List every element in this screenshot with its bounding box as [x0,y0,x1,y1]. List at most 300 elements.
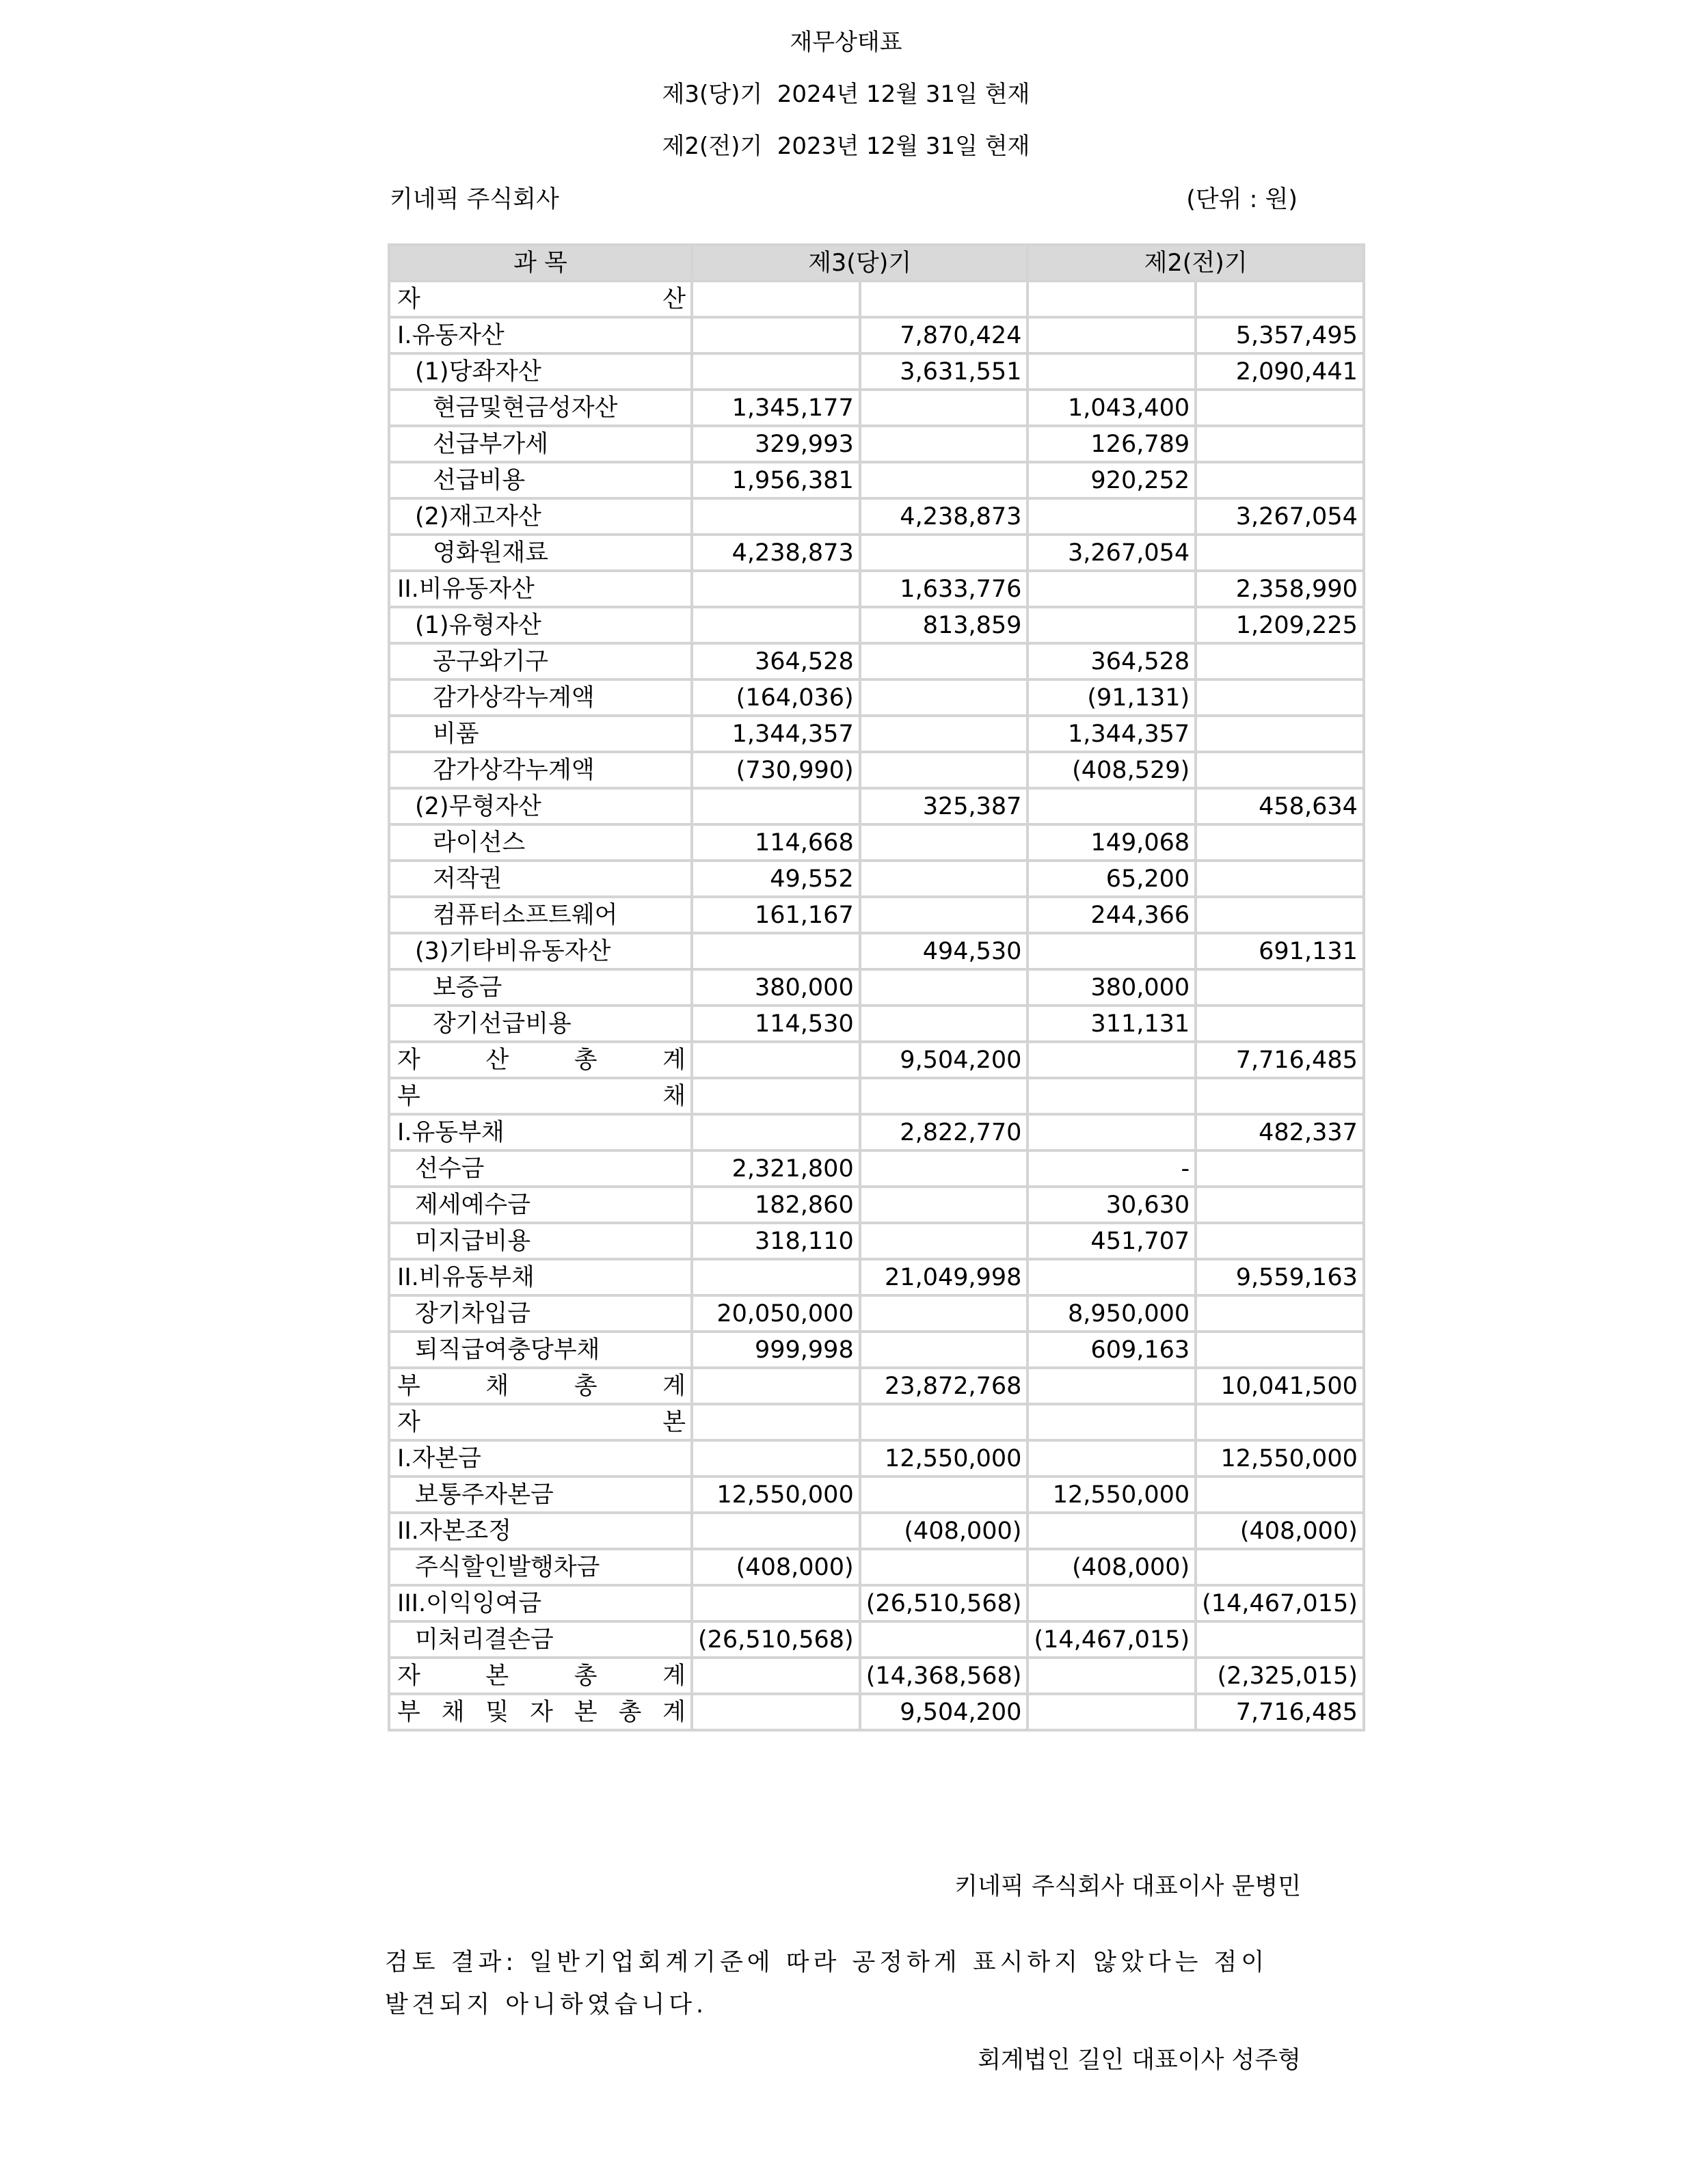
account-label-cell [389,1585,692,1621]
account-label-cell [389,1368,692,1404]
account-label-cell [389,1078,692,1114]
account-label-cell [389,1295,692,1332]
prior-subtotal-cell [1196,1404,1364,1440]
prior-subtotal-cell: (408,000) [1196,1513,1364,1549]
account-label-char: 계 [662,1046,686,1074]
prior-detail-cell: (91,131) [1028,679,1196,716]
current-detail-cell [692,571,860,607]
prior-subtotal-cell: 5,357,495 [1196,317,1364,353]
table-row [389,1368,1364,1404]
prior-subtotal-cell [1196,1223,1364,1259]
account-label-char: 계 [662,1698,686,1726]
prior-detail-cell: 380,000 [1028,969,1196,1006]
prior-subtotal-cell: 2,358,990 [1196,571,1364,607]
account-label: 현금및현금성자산 [433,394,618,422]
prior-detail-cell [1028,1513,1196,1549]
review-line-2: 발견되지 아니하였습니다. [385,1991,708,2019]
table-row [389,1440,1364,1477]
table-row [389,1006,1364,1042]
account-label-cell [389,1187,692,1223]
table-row [389,390,1364,426]
account-label-cell [389,643,692,679]
prior-detail-cell: 30,630 [1028,1187,1196,1223]
prior-detail-cell [1028,1368,1196,1404]
current-detail-cell: 318,110 [692,1223,860,1259]
current-subtotal-cell [860,969,1028,1006]
account-label-char: 채 [485,1372,509,1400]
account-label-cell [389,933,692,969]
prior-subtotal-cell [1196,1621,1364,1658]
prior-subtotal-cell: 458,634 [1196,788,1364,824]
prior-detail-cell: 244,366 [1028,897,1196,933]
account-label-char: 자 [397,285,420,313]
current-subtotal-cell: 494,530 [860,933,1028,969]
current-subtotal-cell [860,1332,1028,1368]
current-detail-cell: 20,050,000 [692,1295,860,1332]
table-row [389,281,1364,317]
prior-subtotal-cell [1196,969,1364,1006]
account-label-char: 산 [662,285,686,313]
account-label-cell [389,1006,692,1042]
account-label-spread [397,283,686,316]
account-label-char: 총 [574,1662,597,1690]
account-label-cell [389,861,692,897]
table-row [389,607,1364,643]
current-detail-cell [692,1368,860,1404]
current-detail-cell [692,788,860,824]
current-detail-cell: (164,036) [692,679,860,716]
table-row [389,897,1364,933]
table-row [389,426,1364,462]
account-label-cell [389,607,692,643]
current-subtotal-cell: 7,870,424 [860,317,1028,353]
current-subtotal-cell: 9,504,200 [860,1042,1028,1078]
prior-detail-cell: 12,550,000 [1028,1477,1196,1513]
current-subtotal-cell [860,1150,1028,1187]
account-label: (2)재고자산 [415,502,541,530]
prior-subtotal-cell [1196,1078,1364,1114]
prior-subtotal-cell [1196,281,1364,317]
current-detail-cell: (408,000) [692,1549,860,1585]
account-label: (3)기타비유동자산 [415,937,611,965]
table-row [389,788,1364,824]
prior-subtotal-cell [1196,716,1364,752]
current-subtotal-cell: 3,631,551 [860,353,1028,390]
account-label-char: 계 [662,1372,686,1400]
account-label: I.유동부채 [397,1118,505,1146]
prior-subtotal-cell: (2,325,015) [1196,1658,1364,1694]
current-detail-cell: 999,998 [692,1332,860,1368]
account-label-char: 부 [397,1698,420,1726]
prior-detail-cell [1028,1440,1196,1477]
account-label-cell [389,390,692,426]
current-subtotal-cell [860,824,1028,861]
table-row [389,1332,1364,1368]
table-row [389,1585,1364,1621]
current-detail-cell [692,353,860,390]
current-subtotal-cell: 21,049,998 [860,1259,1028,1295]
prior-subtotal-cell: 2,090,441 [1196,353,1364,390]
account-label: III.이익잉여금 [397,1589,542,1617]
period-current: 제3(당)기 2024년 12월 31일 현재 [662,81,1030,108]
current-detail-cell [692,317,860,353]
prior-subtotal-cell: 10,041,500 [1196,1368,1364,1404]
table-row [389,1658,1364,1694]
account-label-cell [389,1658,692,1694]
account-label: 공구와기구 [433,647,549,675]
table-row [389,1042,1364,1078]
current-detail-cell: 380,000 [692,969,860,1006]
table-row [389,752,1364,788]
current-detail-cell [692,1513,860,1549]
prior-detail-cell: 65,200 [1028,861,1196,897]
current-detail-cell: 4,238,873 [692,535,860,571]
prior-subtotal-cell: 12,550,000 [1196,1440,1364,1477]
current-detail-cell: 1,956,381 [692,462,860,498]
prior-detail-cell [1028,353,1196,390]
table-row [389,462,1364,498]
account-label: 라이선스 [433,828,526,857]
account-label: II.자본조정 [397,1517,512,1545]
current-subtotal-cell [860,390,1028,426]
prior-detail-cell [1028,1259,1196,1295]
current-subtotal-cell: 12,550,000 [860,1440,1028,1477]
current-detail-cell: 2,321,800 [692,1150,860,1187]
account-label-cell [389,716,692,752]
account-label-char: 자 [397,1408,420,1436]
prior-subtotal-cell [1196,426,1364,462]
prior-detail-cell [1028,498,1196,535]
prior-detail-cell [1028,1042,1196,1078]
current-detail-cell [692,1694,860,1730]
account-label-cell [389,1404,692,1440]
current-detail-cell [692,281,860,317]
prior-subtotal-cell: 7,716,485 [1196,1694,1364,1730]
account-label: 감가상각누계액 [433,756,595,784]
account-label-char: 부 [397,1372,420,1400]
prior-detail-cell [1028,1404,1196,1440]
account-label-cell [389,462,692,498]
prior-detail-cell: 920,252 [1028,462,1196,498]
table-row [389,1477,1364,1513]
account-label: 장기차입금 [415,1299,531,1327]
current-subtotal-cell [860,535,1028,571]
account-label-cell [389,426,692,462]
table-row [389,1259,1364,1295]
document-title: 재무상태표 [790,29,902,56]
account-label: 비품 [433,720,479,748]
table-row [389,1694,1364,1730]
account-label-cell [389,1621,692,1658]
current-detail-cell [692,1404,860,1440]
current-subtotal-cell [860,426,1028,462]
current-subtotal-cell [860,1223,1028,1259]
current-detail-cell [692,1042,860,1078]
prior-subtotal-cell [1196,1187,1364,1223]
account-label-char: 본 [662,1408,686,1436]
balance-sheet-table [388,243,1365,1731]
table-header-row [389,245,1364,281]
account-label-cell [389,281,692,317]
prior-detail-cell [1028,317,1196,353]
current-detail-cell [692,1440,860,1477]
prior-subtotal-cell [1196,861,1364,897]
prior-detail-cell [1028,1114,1196,1150]
table-row [389,1114,1364,1150]
account-label: 장기선급비용 [433,1010,572,1038]
table-row [389,679,1364,716]
current-detail-cell [692,933,860,969]
prior-subtotal-cell: 9,559,163 [1196,1259,1364,1295]
account-label-cell [389,1259,692,1295]
account-label-cell [389,824,692,861]
table-row [389,861,1364,897]
prior-detail-cell [1028,788,1196,824]
prior-detail-cell: 364,528 [1028,643,1196,679]
account-label-char: 본 [485,1662,509,1690]
account-label-cell [389,1223,692,1259]
prior-detail-cell: - [1028,1150,1196,1187]
table-row [389,1078,1364,1114]
account-label: 보증금 [433,973,502,1001]
prior-subtotal-cell: 482,337 [1196,1114,1364,1150]
account-label-cell [389,752,692,788]
account-label: 선수금 [415,1155,485,1183]
table-row [389,1223,1364,1259]
review-line-1: 검토 결과: 일반기업회계기준에 따라 공정하게 표시하지 않았다는 점이 [385,1949,1269,1976]
current-detail-cell: (730,990) [692,752,860,788]
account-label-cell [389,317,692,353]
prior-subtotal-cell [1196,897,1364,933]
table-row [389,353,1364,390]
prior-subtotal-cell [1196,1006,1364,1042]
account-label: I.유동자산 [397,321,505,349]
account-label-spread [397,1660,686,1693]
prior-detail-cell [1028,933,1196,969]
current-detail-cell: 114,530 [692,1006,860,1042]
table-row [389,969,1364,1006]
current-subtotal-cell [860,462,1028,498]
table-row [389,716,1364,752]
table-row [389,317,1364,353]
current-subtotal-cell: 325,387 [860,788,1028,824]
current-subtotal-cell: (408,000) [860,1513,1028,1549]
table-row [389,1150,1364,1187]
prior-subtotal-cell [1196,1150,1364,1187]
prior-subtotal-cell [1196,752,1364,788]
account-label-spread [397,1370,686,1403]
account-label-cell [389,1694,692,1730]
prior-detail-cell [1028,1585,1196,1621]
current-subtotal-cell [860,1621,1028,1658]
current-subtotal-cell: 1,633,776 [860,571,1028,607]
account-label: 선급부가세 [433,430,549,458]
current-detail-cell [692,1658,860,1694]
current-subtotal-cell: (14,368,568) [860,1658,1028,1694]
prior-subtotal-cell [1196,1332,1364,1368]
prior-detail-cell: 3,267,054 [1028,535,1196,571]
prior-subtotal-cell [1196,824,1364,861]
account-label: 영화원재료 [433,539,549,567]
account-label: 컴퓨터소프트웨어 [433,901,618,929]
current-detail-cell: 1,345,177 [692,390,860,426]
account-label-cell [389,1513,692,1549]
period-prior: 제2(전)기 2023년 12월 31일 현재 [662,133,1030,160]
prior-detail-cell [1028,1658,1196,1694]
account-label-char: 총 [618,1698,642,1726]
account-label-cell [389,353,692,390]
column-header-current: 제3(당)기 [692,245,1028,281]
account-label-cell [389,498,692,535]
account-label-char: 총 [574,1372,597,1400]
current-subtotal-cell: 9,504,200 [860,1694,1028,1730]
current-detail-cell [692,1078,860,1114]
prior-subtotal-cell: 691,131 [1196,933,1364,969]
current-subtotal-cell [860,897,1028,933]
table-row [389,498,1364,535]
current-subtotal-cell: 2,822,770 [860,1114,1028,1150]
prior-detail-cell [1028,571,1196,607]
current-subtotal-cell [860,1549,1028,1585]
current-detail-cell: 329,993 [692,426,860,462]
prior-detail-cell: (14,467,015) [1028,1621,1196,1658]
account-label-cell [389,1477,692,1513]
account-label: 보통주자본금 [415,1481,554,1509]
account-label-spread [397,1080,686,1113]
company-name: 키네픽 주식회사 [390,186,559,213]
current-detail-cell: 161,167 [692,897,860,933]
account-label-spread [397,1044,686,1077]
prior-subtotal-cell [1196,1295,1364,1332]
current-detail-cell: 1,344,357 [692,716,860,752]
current-subtotal-cell [860,1404,1028,1440]
prior-detail-cell [1028,1694,1196,1730]
prior-subtotal-cell [1196,390,1364,426]
account-label: (2)무형자산 [415,792,541,820]
account-label-cell [389,1150,692,1187]
current-subtotal-cell: 4,238,873 [860,498,1028,535]
table-row [389,535,1364,571]
current-subtotal-cell [860,1006,1028,1042]
table-row [389,1187,1364,1223]
account-label-spread [397,1406,686,1439]
prior-detail-cell: 311,131 [1028,1006,1196,1042]
account-label-spread [397,1696,686,1729]
current-detail-cell: 12,550,000 [692,1477,860,1513]
prior-subtotal-cell: 1,209,225 [1196,607,1364,643]
prior-subtotal-cell: 3,267,054 [1196,498,1364,535]
account-label: II.비유동부채 [397,1263,535,1291]
account-label: (1)유형자산 [415,611,541,639]
account-label: II.비유동자산 [397,575,535,603]
table-row [389,933,1364,969]
account-label: 선급비용 [433,466,526,494]
account-label: 퇴직급여충당부채 [415,1336,600,1364]
account-label-char: 자 [397,1046,420,1074]
account-label: (1)당좌자산 [415,358,541,386]
account-label-cell [389,969,692,1006]
account-label-cell [389,571,692,607]
current-subtotal-cell [860,1187,1028,1223]
table-body [389,281,1364,1730]
prior-subtotal-cell [1196,679,1364,716]
table-row [389,1513,1364,1549]
account-label-cell [389,788,692,824]
prior-subtotal-cell [1196,643,1364,679]
account-label: 미처리결손금 [415,1626,554,1654]
current-subtotal-cell [860,1078,1028,1114]
account-label-char: 및 [485,1698,509,1726]
prior-subtotal-cell: (14,467,015) [1196,1585,1364,1621]
account-label: I.자본금 [397,1444,481,1472]
account-label-char: 채 [662,1082,686,1110]
current-detail-cell: 364,528 [692,643,860,679]
table-row [389,643,1364,679]
account-label-char: 총 [574,1046,597,1074]
current-subtotal-cell: 813,859 [860,607,1028,643]
account-label: 감가상각누계액 [433,684,595,712]
table-row [389,1295,1364,1332]
current-subtotal-cell: 23,872,768 [860,1368,1028,1404]
account-label-char: 부 [397,1082,420,1110]
prior-detail-cell: (408,529) [1028,752,1196,788]
account-label-cell [389,1114,692,1150]
account-label-char: 채 [441,1698,465,1726]
table-row [389,571,1364,607]
prior-detail-cell: 1,043,400 [1028,390,1196,426]
current-subtotal-cell [860,1477,1028,1513]
account-label-cell [389,679,692,716]
current-subtotal-cell [860,643,1028,679]
account-label-char: 본 [574,1698,597,1726]
table-row [389,824,1364,861]
ceo-signature: 키네픽 주식회사 대표이사 문병민 [954,1873,1301,1900]
prior-detail-cell: 8,950,000 [1028,1295,1196,1332]
prior-subtotal-cell [1196,535,1364,571]
prior-subtotal-cell [1196,1549,1364,1585]
current-detail-cell: (26,510,568) [692,1621,860,1658]
prior-detail-cell: 451,707 [1028,1223,1196,1259]
auditor-signature: 회계법인 길인 대표이사 성주형 [978,2047,1301,2074]
current-detail-cell [692,1114,860,1150]
account-label-cell [389,1332,692,1368]
prior-detail-cell: 126,789 [1028,426,1196,462]
current-subtotal-cell [860,281,1028,317]
table-row [389,1404,1364,1440]
account-label-cell [389,1440,692,1477]
account-label: 주식할인발행차금 [415,1553,600,1581]
table-row [389,1549,1364,1585]
current-detail-cell: 182,860 [692,1187,860,1223]
current-subtotal-cell [860,1295,1028,1332]
current-detail-cell [692,1585,860,1621]
prior-detail-cell: 1,344,357 [1028,716,1196,752]
current-detail-cell [692,607,860,643]
account-label: 저작권 [433,865,502,893]
prior-detail-cell: (408,000) [1028,1549,1196,1585]
prior-detail-cell: 149,068 [1028,824,1196,861]
prior-detail-cell: 609,163 [1028,1332,1196,1368]
current-subtotal-cell [860,752,1028,788]
account-label: 미지급비용 [415,1227,531,1255]
account-label: 제세예수금 [415,1191,531,1219]
current-detail-cell: 49,552 [692,861,860,897]
table-row [389,1621,1364,1658]
prior-subtotal-cell [1196,1477,1364,1513]
unit-label: (단위 : 원) [1186,186,1298,213]
account-label-char: 자 [530,1698,553,1726]
prior-subtotal-cell [1196,462,1364,498]
